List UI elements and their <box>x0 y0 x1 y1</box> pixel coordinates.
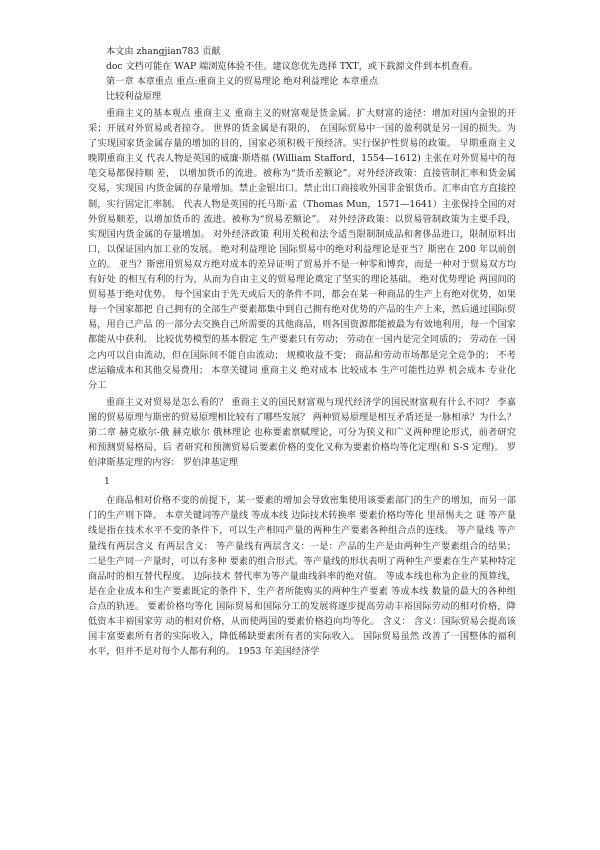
chapter-subheading: 比较利益原理 <box>106 91 162 102</box>
document-page <box>88 44 516 659</box>
paragraph-rybczynski: 在商品相对价格不变的前提下，某一要素的增加会导致密集使用该要素部门的生产的增加，而另一部 门的生产则下降。 本章关键词等产量线 等成本线 边际技术转换率 要素价格均等化 里昂惕夫之 谜 等产量线是指在技术水平不变的条件下，可以生产相同产量的两种生产要素各种组合点的连线。 等产量线 等产量线有两层含义 有两层含义： 等产量线有两层含义：一是：产品的生产是由两种生产要素组合的结果；二是生产同一产量时，可以有多种 要素的组合形式。等产量线的形状表明了两种生产要素在生产某种特定商品时的相互替代程度。 边际技术 替代率为等产量曲线斜率的绝对值。 等成本线也称为企业的预算线，是在企业成本和生产要素既定的条件下，生产者所能购买的两种生产要素 等成本线 数量的最大的各种组合点的轨迹。 要素价格均等化 国际贸易和国际分工的发展将逐步提高劳动丰裕国际劳动的相对价格，降低资本丰裕国家劳 动的相对价格，从而使两国的要素价格趋向均等化。 含义： 含义：国际贸易会提高该国丰富要素所有者的实际收入，降低稀缺要素所有者的实际收入。 国际贸易虽然 改善了一国整体的福利水平，但并不是对每个人都有利的。 1953 年美国经济学 <box>88 495 516 658</box>
page-number: 1 <box>104 476 110 488</box>
chapter-heading: 第一章 本章重点 重点:重商主义的贸易理论 绝对利益理论 本章重点 <box>106 76 379 87</box>
paragraph-mercantilism: 重商主义的基本观点 重商主义 重商主义的财富观是货金属。扩大财富的途径：增加对国内金银的开采；开展对外贸易或者掠夺。 世界的货金属是有限的， 在国际贸易中一国的盈利就是另一国的损失。为了实现国家货金属存量的增加的目的，国家必须积极干预经济。实行保护性贸易的政策。 早期重商主义 晚期重商主义 代表人物是英国的威廉·斯塔福 (William Stafford，1554—1612) 主张在对外贸易中的每笔交易都保持顺 差， 以增加货币的流进。被称为“货币差额论”。对外经济政策：直接管制汇率和货金属交易，实现国 内货金属的存量增加。禁止金银出口。禁止出口商接收外国非金银货币。汇率由官方直接控制，实行固定汇率制。 代表人物是英国的托马斯·孟（Thomas Mun，1571—1641）主张保持全国的对外贸易顺差，以增加货币的 流进。被称为“贸易差额论”。 对外经济政策：以贸易管制政策为主要手段，实现国内货金属的存量增加。 对外经济政策 利用关税和法令适当限制制成品和奢侈品进口，限制原料出口，以保证国内加工业的发展。 绝对利益理论 国际贸易中的绝对利益理论是亚当？斯密在 200 年以前创立的。 亚当？斯密用贸易双方绝对成本的差异证明了贸易并不是一种零和博弈，而是一种对于贸易双方均有好处 的相互有利的行为，从而为自由主义的贸易理论奠定了坚实的理论基础。 绝对优势理论 两国间的贸易基于绝对优势。 每个国家由于先天或后天的条件不同，都会在某一种商品的生产上有绝对优势，如果每一个国家都把 自己拥有的全部生产要素都集中到自己拥有绝对优势的产品的生产上来，然后通过国际贸易，用自己产品 的一部分去交换自己所需要的其他商品，则各国资源都能被最为有效地利用，每一个国家都能从中获利。 比较优势模型的基本假定 生产要素只有劳动； 劳动在一国内是完全同质的； 劳动在一国之内可以自由流动，但在国际间不能自由流动； 规模收益不变； 商品和劳动市场都是完全竞争的； 不考虑运输成本和其他交易费用； 本章关键词 重商主义 绝对成本 比较成本 生产可能性边界 机会成本 专业化分工 <box>88 108 516 391</box>
paragraph-questions: 重商主义对贸易是怎么看的？ 重商主义的国民财富观与现代经济学的国民财富观有什么不同？ 李嘉图的贸易原理与斯密的贸易原理相比较有了哪些发展？ 两种贸易原理是相互矛盾还是一脉相承？为什么？ 第二章 赫克歇尔-俄 赫克歇尔 俄林理论 也称要素禀赋理论，可分为狭义和广义两种理论形式，前者研究和预测贸易格局，后 者研究和预测贸易后要素价格的变化又称为要素价格均等化定理(和 S-S 定理)。 罗伯津斯基定理的内容： 罗伯津基定理 <box>88 396 516 469</box>
credit-line: 本文由 zhangjian783 贡献 <box>106 46 221 57</box>
notice-line: doc 文档可能在 WAP 端浏览体验不佳。建议您优先选择 TXT，或下载源文件到本机查看。 <box>106 61 479 72</box>
